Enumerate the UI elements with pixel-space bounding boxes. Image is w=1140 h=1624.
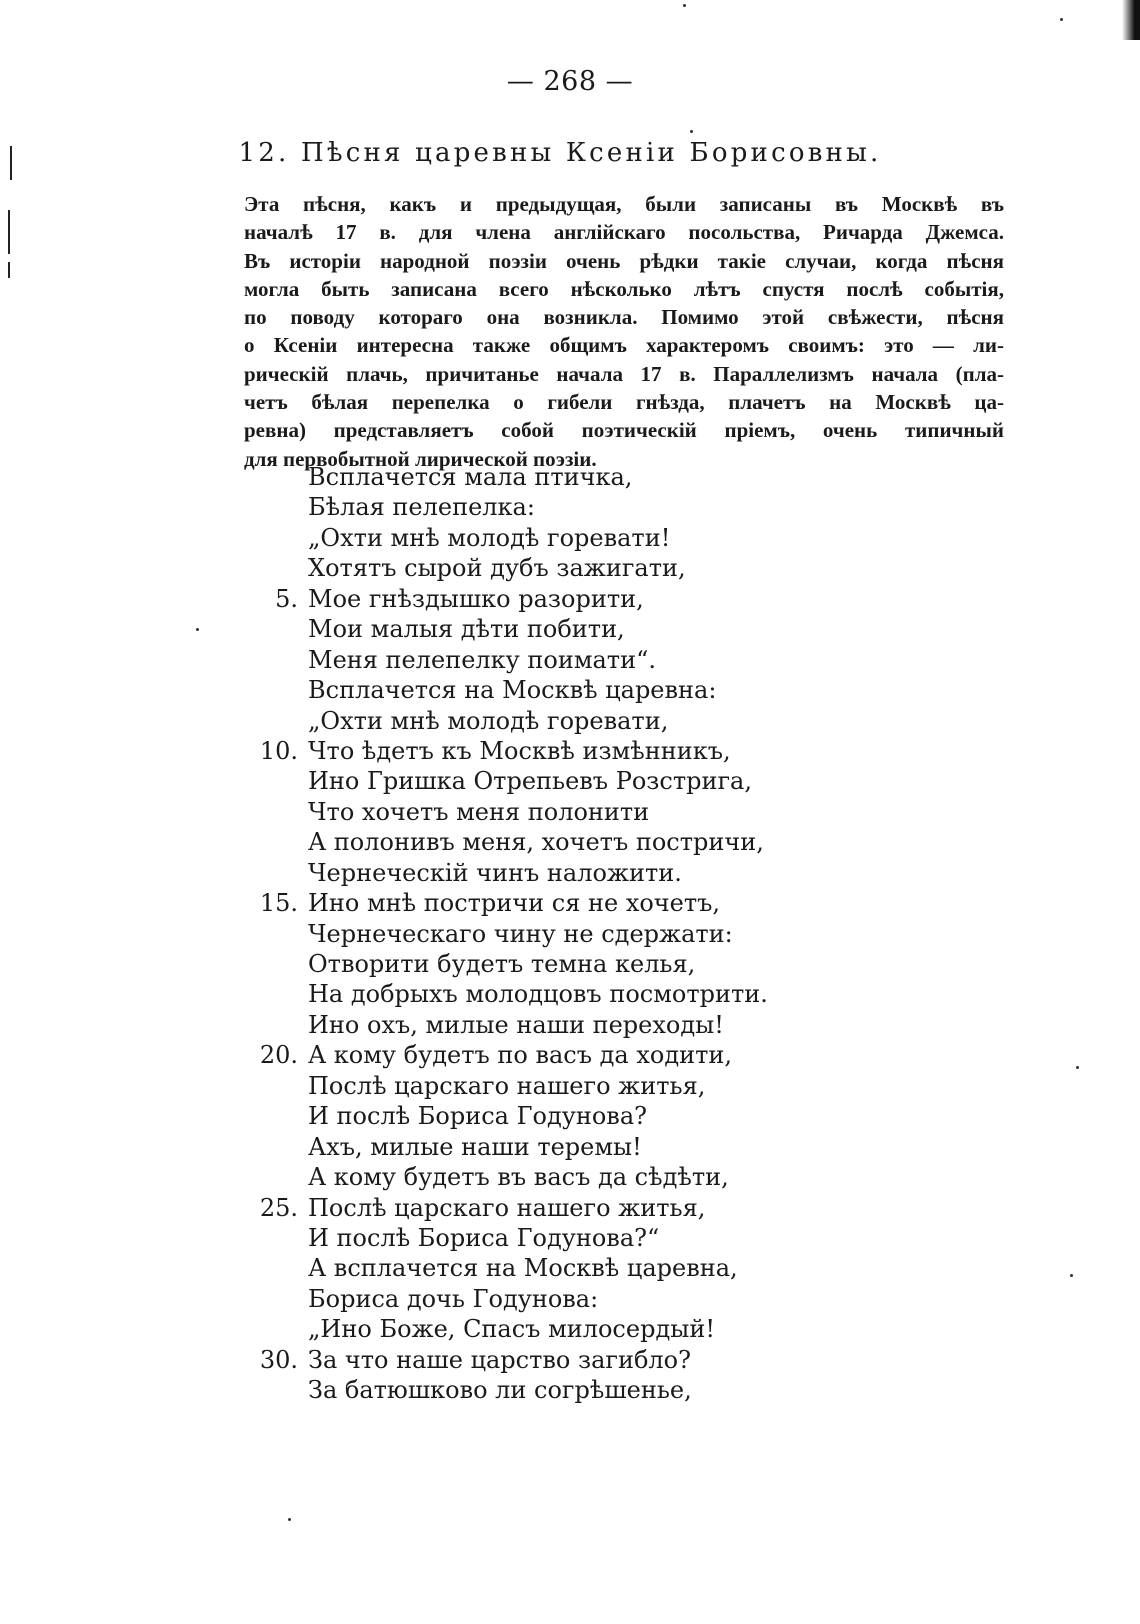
verse-line [250, 1193, 970, 1223]
verse-line [250, 1132, 970, 1162]
verse-line [250, 462, 970, 492]
intro-paragraph [244, 190, 1004, 473]
intro-line: по поводу котораго она возникла. Помимо этой свѣжести, пѣсня [244, 305, 1004, 330]
verse-text: Послѣ царскаго нашего житья, [308, 1193, 706, 1222]
intro-line: могла быть записана всего нѣсколько лѣтъ спустя послѣ событiя, [244, 276, 1004, 301]
verse-text: „Ино Боже, Спасъ милосердый! [308, 1315, 715, 1344]
intro-line: Въ исторiи народной поэзiи очень рѣдки такiе случаи, когда пѣсня [244, 248, 1004, 273]
verse-text: Меня пелепелку поимати“. [308, 645, 656, 674]
verse-line [250, 766, 970, 796]
verse-line [250, 706, 970, 736]
verse-text: А всплачется на Москвѣ царевна, [308, 1254, 738, 1283]
verse-line [250, 888, 970, 918]
verse-text: Ино мнѣ постричи ся не хочетъ, [308, 889, 721, 918]
verse-line [250, 1010, 970, 1040]
verse-line [250, 827, 970, 857]
intro-line: началѣ 17 в. для члена англiйскаго посольства, Ричарда Джемса. [244, 220, 1004, 245]
margin-mark-left-2 [8, 210, 10, 254]
intro-line: о Ксенiи интересна также общимъ характеромъ своимъ: это — ли- [244, 333, 1004, 358]
verse-number: 15. [259, 889, 298, 918]
verse-text: А кому будетъ по васъ да ходити, [308, 1041, 733, 1070]
verse-text: „Охти мнѣ молодѣ горевати! [308, 523, 671, 552]
verse-line [250, 1162, 970, 1192]
verse-text: Ино Гришка Отрепьевъ Розстрига, [308, 767, 752, 796]
verse-text: Чернеческаго чину не сдержати: [308, 919, 733, 948]
verse-line [250, 797, 970, 827]
verse-text: „Охти мнѣ молодѣ горевати, [308, 706, 669, 735]
verse-line [250, 1253, 970, 1283]
verse-number: 25. [259, 1193, 298, 1222]
intro-line: ревна) представляетъ собой поэтическiй прiемъ, очень типичный [244, 418, 1004, 443]
verse-text: Чернеческiй чинъ наложити. [308, 858, 682, 887]
poem [250, 462, 970, 1406]
verse-text: На добрыхъ молодцовъ посмотрити. [308, 980, 768, 1009]
verse-line [250, 584, 970, 614]
verse-text: Мое гнѣздышко разорити, [308, 584, 644, 613]
verse-text: Послѣ царскаго нашего житья, [308, 1071, 706, 1100]
verse-text: Мои малыя дѣти побити, [308, 615, 625, 644]
margin-mark-left-3 [8, 262, 10, 278]
verse-text: Хотятъ сырой дубъ зажигати, [308, 554, 686, 583]
verse-line [250, 523, 970, 553]
verse-line [250, 614, 970, 644]
verse-text: А полонивъ меня, хочетъ постричи, [308, 828, 764, 857]
verse-text: За что наше царство загибло? [308, 1345, 691, 1374]
scan-speck [1076, 1066, 1079, 1069]
verse-line [250, 1040, 970, 1070]
verse-line [250, 1284, 970, 1314]
verse-number: 30. [259, 1345, 298, 1374]
verse-text: Что ѣдетъ къ Москвѣ измѣнникъ, [308, 736, 731, 765]
verse-line [250, 919, 970, 949]
verse-line [250, 1375, 970, 1405]
verse-line [250, 492, 970, 522]
verse-line [250, 1314, 970, 1344]
verse-text: Бориса дочь Годунова: [308, 1284, 599, 1313]
verse-line [250, 979, 970, 1009]
intro-line: рическiй плачь, причитанье начала 17 в. Параллелизмъ начала (пла- [244, 361, 1004, 386]
verse-line [250, 553, 970, 583]
scan-speck [288, 1518, 291, 1521]
scan-speck [1060, 18, 1063, 21]
scan-speck [690, 130, 693, 133]
scan-edge-mark [1122, 0, 1140, 40]
scan-speck [683, 4, 686, 7]
verse-number: 20. [259, 1041, 298, 1070]
intro-line: для первобытной лирической поэзiи. [244, 446, 597, 471]
verse-text: А кому будетъ въ васъ да сѣдѣти, [308, 1163, 729, 1192]
verse-text: И послѣ Бориса Годунова? [308, 1102, 647, 1131]
verse-line [250, 675, 970, 705]
verse-line [250, 1345, 970, 1375]
verse-number: 10. [259, 736, 298, 765]
verse-line [250, 1223, 970, 1253]
verse-text: Отворити будетъ темна келья, [308, 950, 696, 978]
verse-text: Ино охъ, милые наши переходы! [308, 1010, 724, 1039]
verse-text: За батюшково ли согрѣшенье, [308, 1376, 692, 1405]
verse-line [250, 736, 970, 766]
page-number: — 268 — [506, 66, 634, 97]
scan-speck [196, 628, 199, 631]
intro-line: четъ бѣлая перепелка о гибели гнѣзда, плачетъ на Москвѣ ца- [244, 390, 1004, 415]
intro-line: Эта пѣсня, какъ и предыдущая, были записаны въ Москвѣ въ [244, 192, 1004, 216]
verse-text: Ахъ, милые наши теремы! [308, 1132, 642, 1161]
verse-text: И послѣ Бориса Годунова?“ [308, 1223, 660, 1252]
verse-text: Всплачется мала птичка, [308, 463, 633, 491]
song-title: 12. Пѣсня царевны Ксенiи Борисовны. [238, 138, 882, 168]
verse-text: Бѣлая пелепелка: [308, 493, 535, 522]
verse-text: Что хочетъ меня полонити [308, 797, 650, 826]
verse-number: 5. [275, 584, 298, 613]
scan-speck [1070, 1274, 1073, 1277]
verse-text: Всплачется на Москвѣ царевна: [308, 676, 717, 705]
verse-line [250, 1071, 970, 1101]
verse-line [250, 1101, 970, 1131]
verse-line [250, 858, 970, 888]
verse-line [250, 645, 970, 675]
verse-line [250, 949, 970, 979]
